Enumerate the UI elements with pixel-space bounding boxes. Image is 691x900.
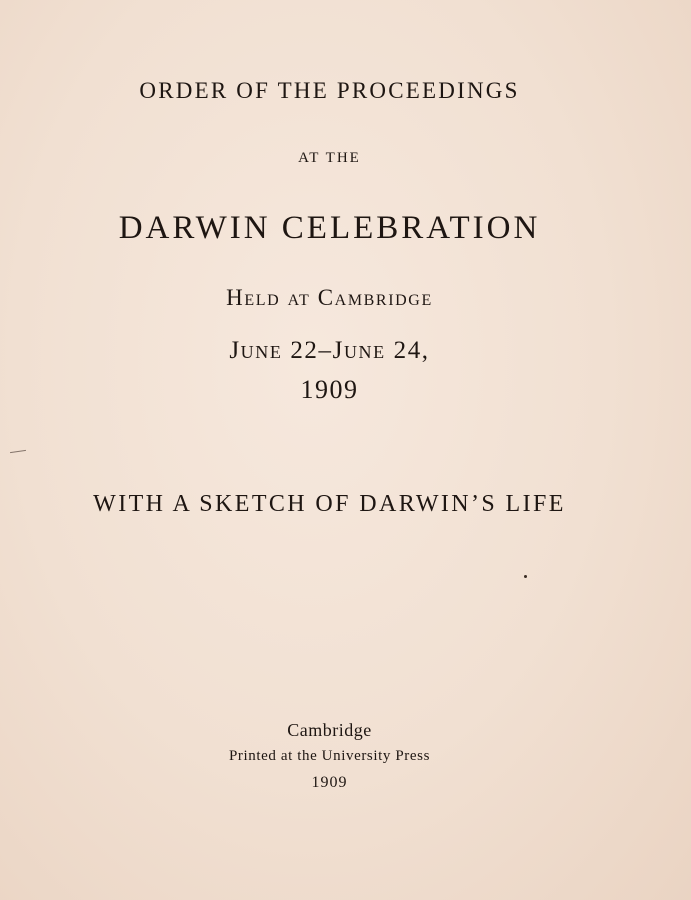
connector-text: AT THE <box>298 150 361 166</box>
imprint-year: 1909 <box>311 774 348 791</box>
location-line: Held at Cambridge <box>226 285 433 310</box>
heading: ORDER OF THE PROCEEDINGS <box>139 78 520 103</box>
subtitle: WITH A SKETCH OF DARWIN’S LIFE <box>93 491 566 517</box>
event-title: DARWIN CELEBRATION <box>118 210 541 246</box>
ink-dot <box>524 575 527 578</box>
ink-mark <box>10 450 26 453</box>
imprint-place: Cambridge <box>287 720 372 740</box>
year-line: 1909 <box>300 375 359 404</box>
dates-line: June 22–June 24, <box>229 337 430 364</box>
imprint-printer: Printed at the University Press <box>228 748 431 764</box>
